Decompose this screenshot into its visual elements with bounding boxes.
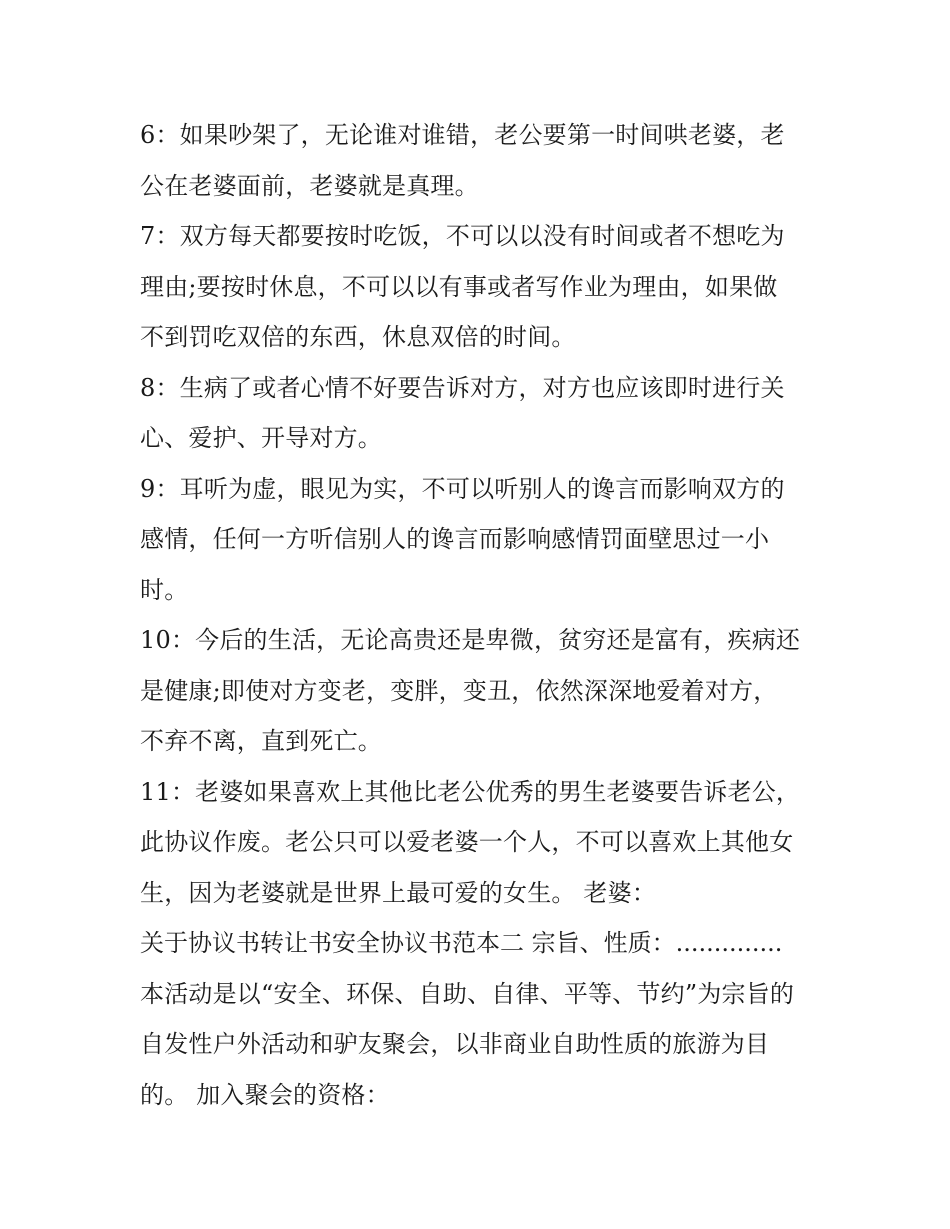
text-line-15: 此协议作废。老公只可以爱老婆一个人，不可以喜欢上其他女 <box>140 828 794 856</box>
text-line-3: 7：双方每天都要按时吃饭，不可以以没有时间或者不想吃为 <box>140 222 785 250</box>
text-line-12: 是健康;即使对方变老，变胖，变丑，依然深深地爱着对方， <box>140 676 778 705</box>
text-line-9: 感情，任何一方听信别人的谗言而影响感情罚面壁思过一小 <box>140 525 770 553</box>
text-line-2: 公在老婆面前，老婆就是真理。 <box>140 171 479 200</box>
text-line-14: 11：老婆如果喜欢上其他比老公优秀的男生老婆要告诉老公， <box>140 777 801 806</box>
text-line-8: 9：耳听为虚，眼见为实，不可以听别人的谗言而影响双方的 <box>140 474 785 503</box>
text-line-10: 时。 <box>140 575 189 604</box>
text-line-4: 理由;要按时休息，不可以以有事或者写作业为理由，如果做 <box>140 272 778 301</box>
text-line-5: 不到罚吃双倍的东西，休息双倍的时间。 <box>140 323 576 351</box>
text-line-18: 本活动是以“安全、环保、自助、自律、平等、节约”为宗旨的 <box>140 979 795 1008</box>
text-line-20: 的。 加入聚会的资格： <box>140 1080 390 1109</box>
document-body <box>140 110 820 1120</box>
text-line-17: 关于协议书转让书安全协议书范本二 宗旨、性质：.............. <box>140 929 783 957</box>
text-line-13: 不弃不离，直到死亡。 <box>140 727 382 755</box>
text-line-16: 生，因为老婆就是世界上最可爱的女生。 老婆： <box>140 878 657 907</box>
text-line-19: 自发性户外活动和驴友聚会，以非商业自助性质的旅游为目 <box>140 1030 770 1058</box>
text-line-7: 心、爱护、开导对方。 <box>140 424 382 452</box>
text-line-1: 6：如果吵架了，无论谁对谁错，老公要第一时间哄老婆，老 <box>140 121 785 149</box>
text-line-11: 10：今后的生活，无论高贵还是卑微，贫穷还是富有，疾病还 <box>140 626 801 654</box>
text-line-6: 8：生病了或者心情不好要告诉对方，对方也应该即时进行关 <box>140 373 785 402</box>
